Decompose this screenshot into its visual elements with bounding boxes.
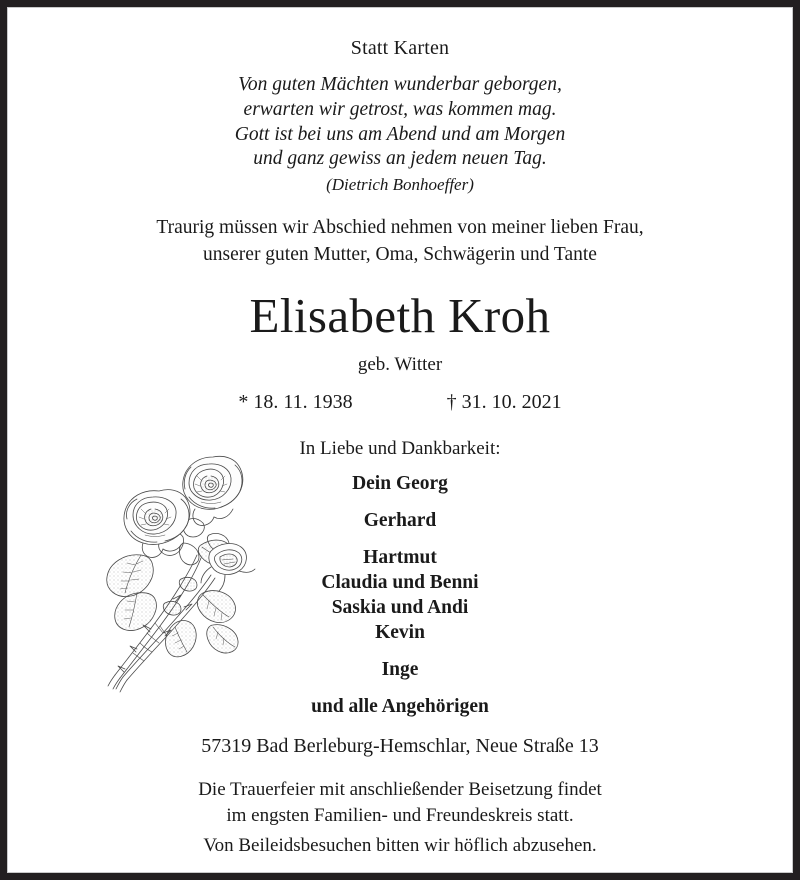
survivor-name: Kevin	[375, 622, 425, 643]
family-address: 57319 Bad Berleburg-Hemschlar, Neue Straße 13	[201, 735, 599, 757]
verse-line-1: Von guten Mächten wunderbar geborgen,	[238, 74, 562, 95]
verse-line-2: erwarten wir getrost, was kommen mag.	[243, 98, 557, 120]
intro-line-2: unserer guten Mutter, Oma, Schwägerin und Tante	[203, 243, 597, 265]
notice-sheet	[7, 7, 793, 873]
survivor-name: Dein Georg	[352, 473, 448, 494]
life-dates	[7, 389, 793, 415]
survivor-name: und alle Angehörigen	[311, 696, 489, 717]
death-date: † 31. 10. 2021	[446, 391, 562, 413]
survivor-name: Saskia und Andi	[331, 597, 469, 618]
survivor-name: Claudia und Benni	[321, 572, 479, 593]
ceremony-line-1: Die Trauerfeier mit anschließender Beisetzung findet	[198, 779, 602, 800]
intro-text	[7, 215, 793, 268]
verse-line-4: und ganz gewiss an jedem neuen Tag.	[253, 148, 547, 170]
dedication-line: In Liebe und Dankbarkeit:	[299, 438, 501, 459]
memorial-verse	[7, 73, 793, 172]
survivor-name: Gerhard	[363, 510, 437, 531]
rose-bloom-upper	[183, 456, 243, 525]
statt-karten-heading: Statt Karten	[350, 37, 450, 59]
rose-bouquet-illustration	[85, 447, 265, 702]
ceremony-line-2: im engsten Familien- und Freundeskreis statt.	[226, 804, 574, 826]
verse-line-3: Gott ist bei uns am Abend und am Morgen	[234, 123, 566, 145]
verse-attribution: (Dietrich Bonhoeffer)	[326, 175, 474, 194]
survivor-name: Inge	[381, 659, 419, 680]
closing-request: Von Beileidsbesuchen bitten wir höflich abzusehen.	[203, 835, 597, 856]
intro-line-1: Traurig müssen wir Abschied nehmen von meiner lieben Frau,	[156, 217, 644, 238]
survivor-name: Hartmut	[363, 547, 437, 568]
maiden-name: geb. Witter	[357, 354, 443, 375]
deceased-name: Elisabeth Kroh	[249, 288, 551, 343]
ceremony-info	[7, 777, 793, 828]
birth-date: * 18. 11. 1938	[238, 391, 353, 413]
